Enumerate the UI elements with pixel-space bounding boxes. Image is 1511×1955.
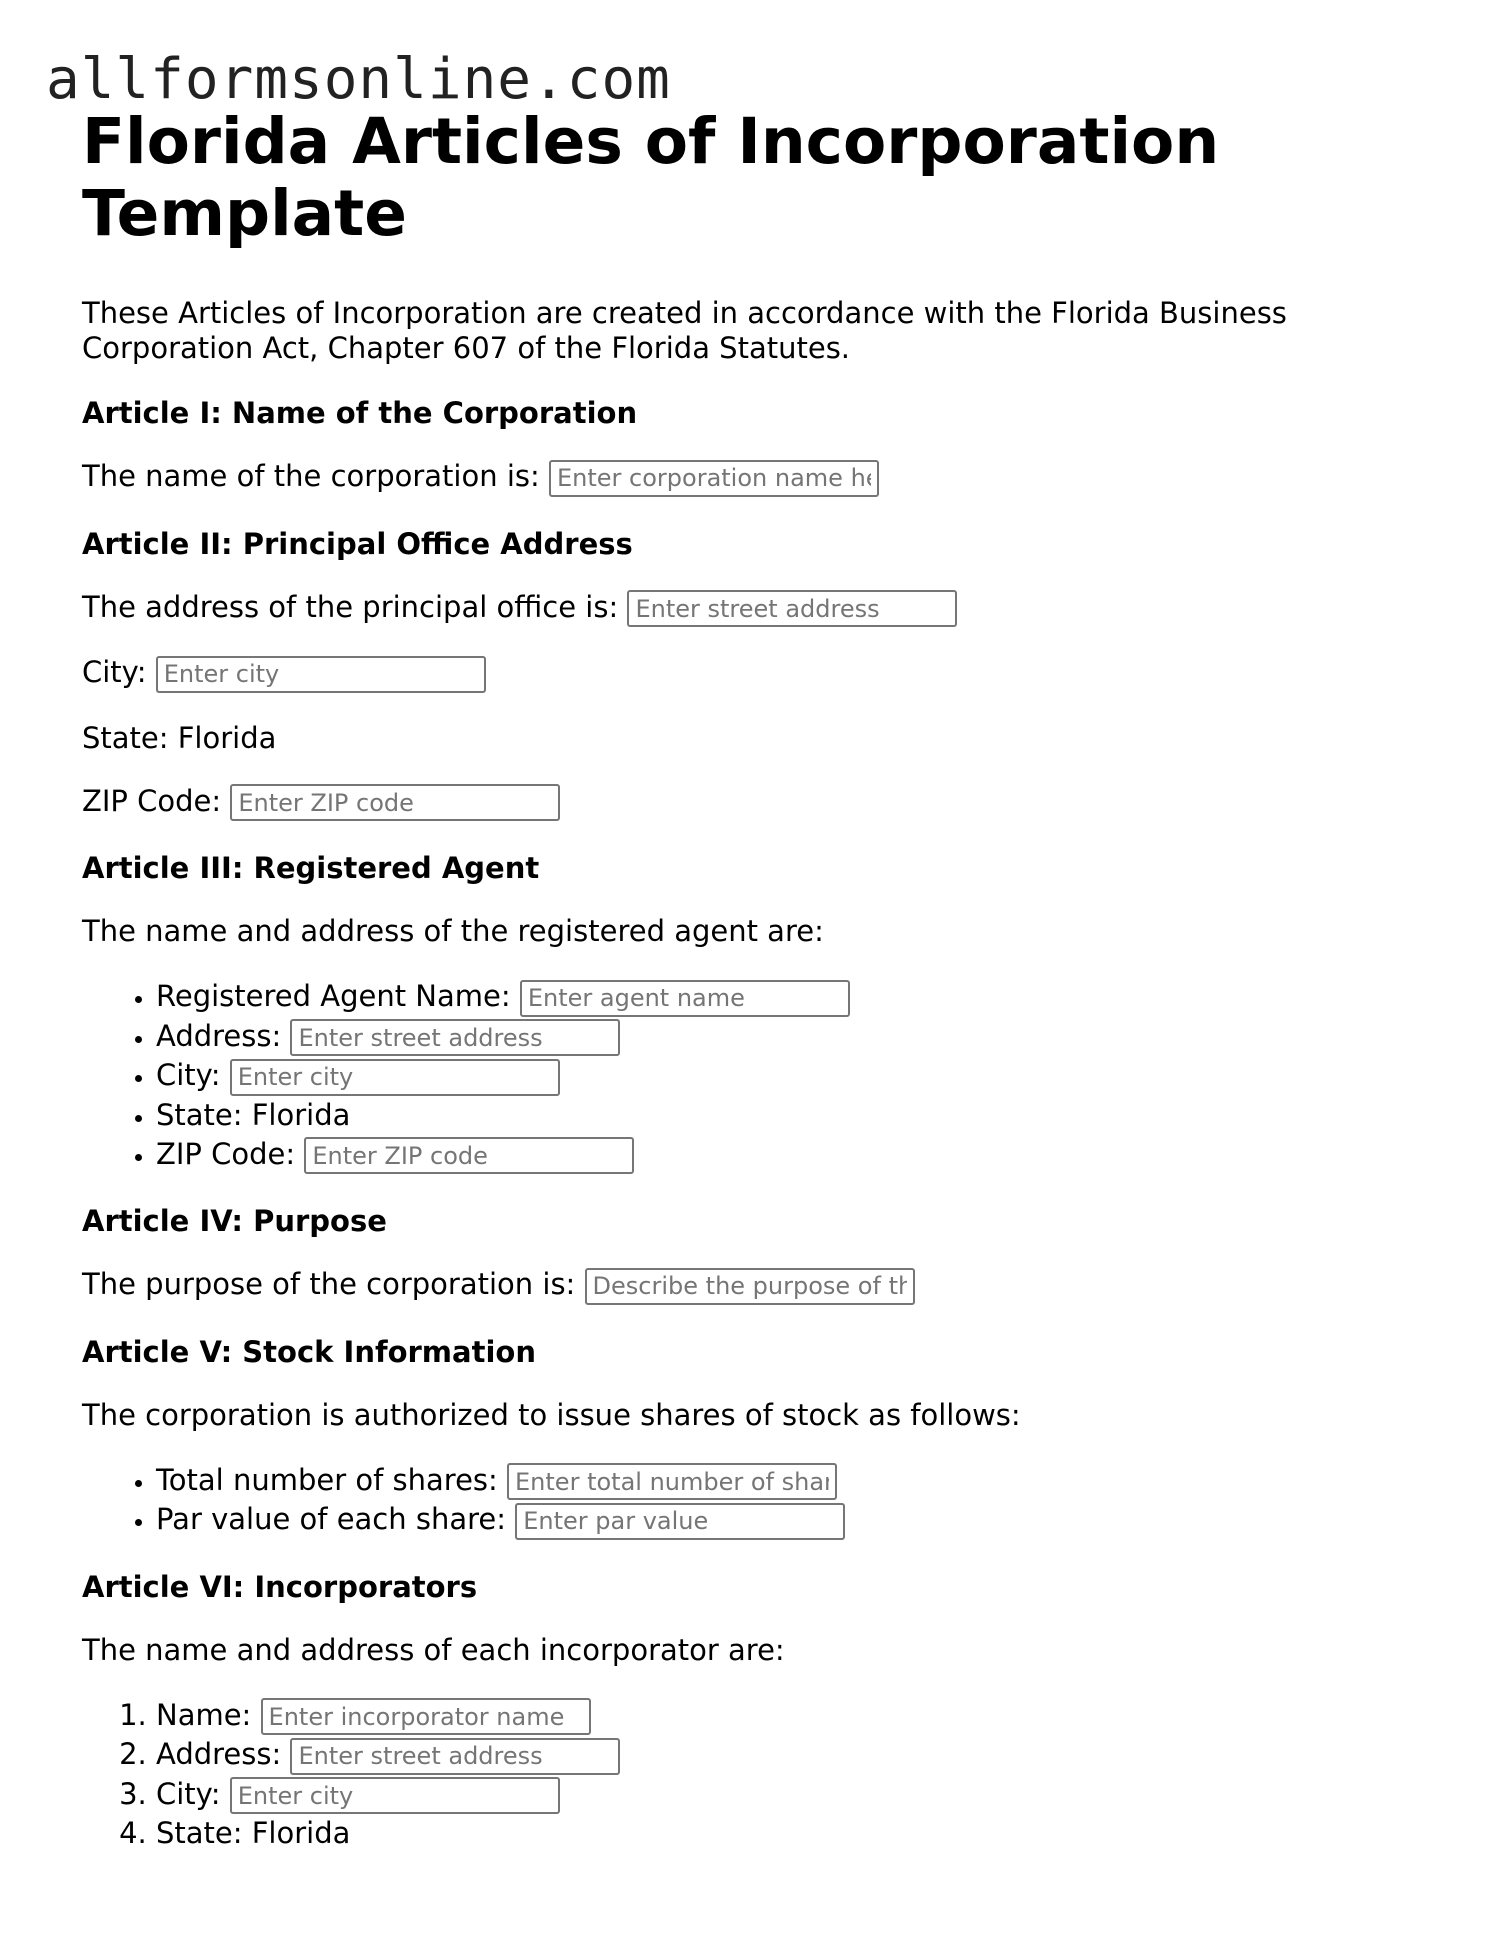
agent-zip-label: ZIP Code: bbox=[156, 1136, 296, 1171]
intro-paragraph: These Articles of Incorporation are created in accordance with the Florida Business Corporation Act, Chapter 607 of the Florida Statutes. bbox=[82, 296, 1287, 365]
total-shares-label: Total number of shares: bbox=[156, 1462, 498, 1497]
incorporator-name-label: Name: bbox=[156, 1697, 252, 1732]
principal-zip-label: ZIP Code: bbox=[82, 783, 222, 818]
incorporator-city-label: City: bbox=[156, 1776, 221, 1811]
agent-city-input[interactable] bbox=[230, 1059, 560, 1096]
article-5-heading: Article V: Stock Information bbox=[82, 1334, 536, 1369]
article-3-heading: Article III: Registered Agent bbox=[82, 851, 540, 885]
agent-address-label: Address: bbox=[156, 1018, 282, 1053]
list-item bbox=[156, 1814, 1442, 1853]
watermark: allformsonline.com bbox=[46, 47, 671, 112]
incorporator-address-label: Address: bbox=[156, 1737, 282, 1771]
agent-address-input[interactable] bbox=[290, 1019, 620, 1056]
principal-city-row bbox=[82, 655, 1442, 693]
incorporator-city-input[interactable] bbox=[230, 1777, 560, 1814]
agent-zip-input[interactable] bbox=[304, 1137, 634, 1174]
incorporator-address-input[interactable] bbox=[290, 1738, 620, 1775]
principal-address-input[interactable] bbox=[627, 590, 957, 627]
incorporator-name-input[interactable] bbox=[261, 1698, 591, 1735]
agent-city-label: City: bbox=[156, 1058, 221, 1092]
principal-zip-input[interactable] bbox=[230, 784, 560, 821]
principal-address-row bbox=[82, 590, 1442, 628]
article-1-heading: Article I: Name of the Corporation bbox=[82, 396, 638, 430]
purpose-row bbox=[82, 1267, 1442, 1305]
registered-agent-intro: The name and address of the registered agent are: bbox=[82, 914, 824, 948]
list-item bbox=[156, 1461, 1442, 1501]
agent-name-label: Registered Agent Name: bbox=[156, 979, 511, 1013]
list-item bbox=[156, 1056, 1442, 1096]
list-item bbox=[156, 1135, 1442, 1175]
registered-agent-list bbox=[82, 977, 1442, 1174]
incorporators-list bbox=[82, 1696, 1442, 1854]
article-2-heading: Article II: Principal Office Address bbox=[82, 526, 633, 561]
corporation-name-row bbox=[82, 459, 1442, 497]
list-item bbox=[156, 977, 1442, 1017]
article-4-heading: Article IV: Purpose bbox=[82, 1204, 387, 1238]
principal-state-text: State: Florida bbox=[82, 720, 277, 755]
principal-city-input[interactable] bbox=[156, 656, 486, 693]
principal-zip-row bbox=[82, 784, 1442, 822]
corporation-name-label: The name of the corporation is: bbox=[82, 459, 540, 493]
purpose-label: The purpose of the corporation is: bbox=[82, 1267, 576, 1301]
incorporators-intro: The name and address of each incorporator are: bbox=[82, 1632, 785, 1667]
list-item bbox=[156, 1735, 1442, 1775]
list-item bbox=[156, 1500, 1442, 1540]
principal-address-label: The address of the principal office is: bbox=[82, 589, 619, 624]
stock-list bbox=[82, 1461, 1442, 1540]
list-item bbox=[156, 1017, 1442, 1057]
par-value-input[interactable] bbox=[515, 1503, 845, 1540]
document-body bbox=[82, 106, 1442, 1853]
page-title: Florida Articles of Incorporation Template bbox=[82, 105, 1220, 250]
stock-intro: The corporation is authorized to issue shares of stock as follows: bbox=[82, 1397, 1021, 1432]
agent-name-input[interactable] bbox=[520, 980, 850, 1017]
list-item bbox=[156, 1696, 1442, 1736]
total-shares-input[interactable] bbox=[507, 1463, 837, 1500]
incorporator-state-text: State: Florida bbox=[156, 1816, 351, 1850]
purpose-input[interactable] bbox=[585, 1268, 915, 1305]
corporation-name-input[interactable] bbox=[549, 460, 879, 497]
list-item bbox=[156, 1096, 1442, 1135]
par-value-label: Par value of each share: bbox=[156, 1502, 507, 1536]
agent-state-text: State: Florida bbox=[156, 1097, 351, 1132]
article-6-heading: Article VI: Incorporators bbox=[82, 1569, 478, 1604]
principal-city-label: City: bbox=[82, 655, 147, 689]
list-item bbox=[156, 1775, 1442, 1815]
